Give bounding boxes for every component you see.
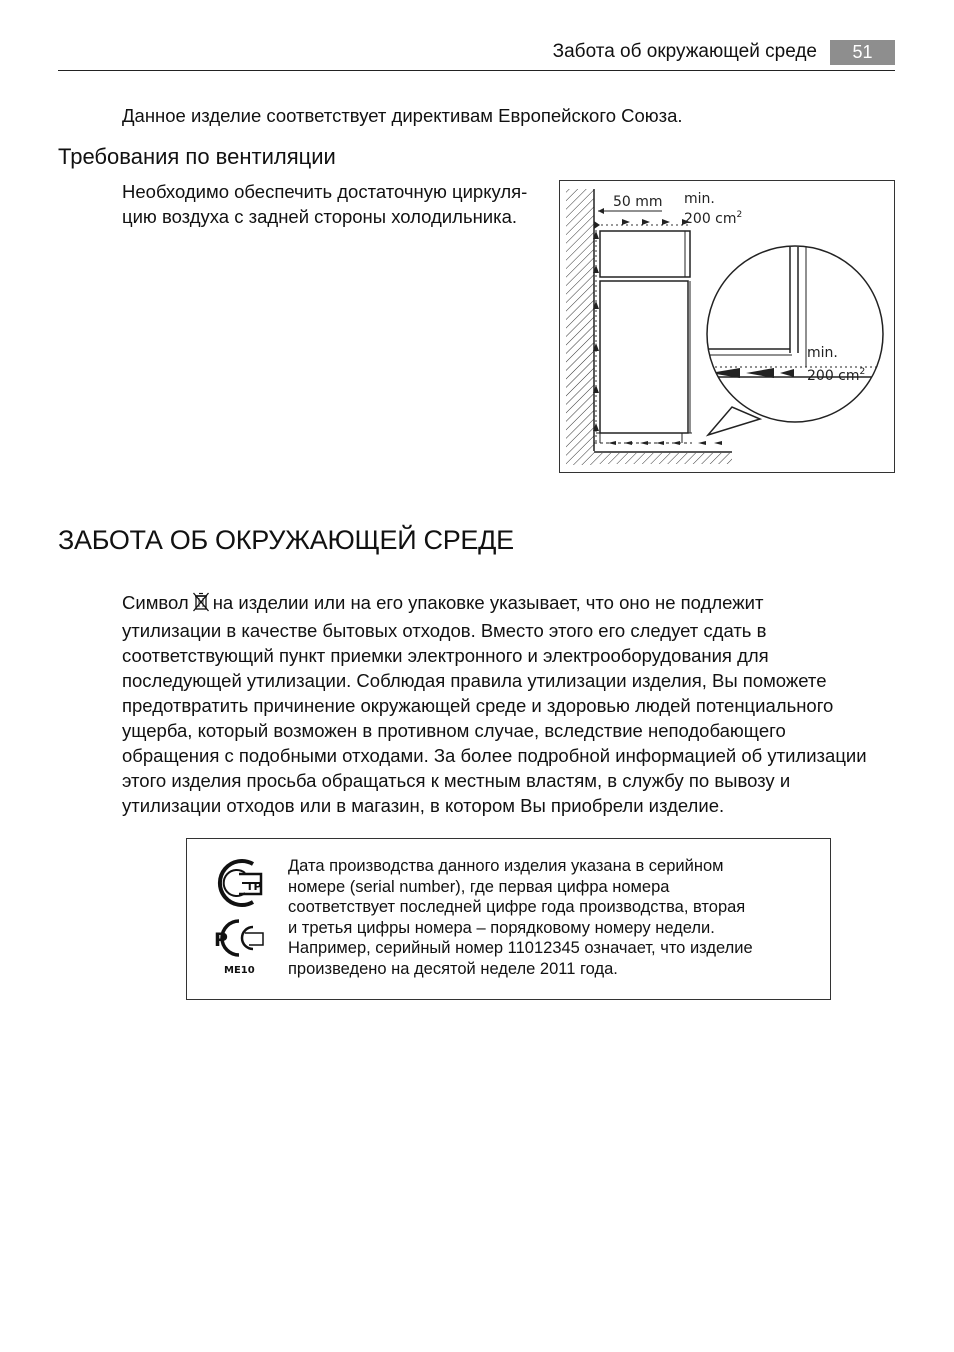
production-date-infobox [186, 838, 831, 1000]
production-date-text [288, 856, 753, 979]
paragraph-line: обращения с подобными отходами. За более подробной информацией об утилизации [122, 745, 867, 766]
disposal-paragraph [122, 590, 902, 818]
eu-compliance-text: Данное изделие соответствует директивам Европейского Союза. [122, 105, 683, 126]
eac-ctp-mark-icon [220, 861, 262, 905]
floor-shape [594, 452, 732, 464]
svg-text:TP: TP [246, 880, 262, 893]
symbol-prefix: Символ [122, 592, 189, 613]
ventilation-heading: Требования по вентиляции [58, 144, 336, 169]
top-min-label: min. [684, 191, 715, 207]
bottom-airflow-arrows [608, 441, 722, 445]
paragraph-line: последующей утилизации. Соблюдая правила утилизации изделия, Вы поможете [122, 670, 827, 691]
info-line: соответствует последней цифре года производства, вторая [288, 898, 746, 916]
upper-cabinet-shape [600, 231, 690, 277]
pct-mark-icon [214, 921, 263, 955]
top-area-label [684, 210, 742, 227]
certification-logos [209, 857, 273, 986]
paragraph-line: соответствующий пункт приемки электронного и электрооборудования для [122, 645, 769, 666]
ventilation-text-line: Необходимо обеспечить достаточную циркуля- [122, 181, 528, 202]
info-line: и третья цифры номера – порядковому номеру недели. [288, 918, 715, 937]
top-area-superscript: 2 [736, 210, 743, 220]
bottom-area-superscript: 2 [859, 367, 866, 377]
paragraph-line: этого изделия просьба обращаться к местным властям, в службу по вывозу и [122, 770, 791, 791]
top-airflow-arrows [594, 219, 690, 229]
ventilation-text [122, 179, 547, 229]
info-line: произведено на десятой неделе 2011 года. [288, 959, 618, 978]
page-number: 51 [830, 40, 895, 65]
paragraph-line: утилизации в качестве бытовых отходов. Вместо этого его следует сдать в [122, 620, 767, 641]
paragraph-line: ущерба, который возможен в противном случае, вследствие неподобающего [122, 720, 786, 741]
info-line: Например, серийный номер 11012345 означает, что изделие [288, 939, 753, 957]
paragraph-line: утилизации отходов или в магазин, в котором Вы приобрели изделие. [122, 795, 725, 816]
bottom-area-value: 200 cm [807, 368, 860, 384]
fridge-shape [594, 281, 692, 443]
top-gap-label: 50 mm [613, 194, 663, 210]
svg-text:P: P [214, 929, 228, 951]
paragraph-line: предотвратить причинение окружающей среде и здоровью людей потенциального [122, 695, 834, 716]
dimension-arrow [598, 208, 604, 214]
ventilation-diagram [559, 180, 895, 473]
airflow-path [596, 225, 690, 443]
symbol-suffix: на изделии или на его упаковке указывает, что оно не подлежит [212, 592, 764, 613]
detail-callout [700, 246, 890, 435]
logo-code: ME10 [224, 965, 255, 976]
top-area-value: 200 cm [684, 211, 737, 227]
info-line: номере (serial number), где первая цифра номера [288, 877, 670, 896]
wall-shape [566, 189, 594, 465]
header-divider [58, 70, 895, 71]
environment-heading: ЗАБОТА ОБ ОКРУЖАЮЩЕЙ СРЕДЕ [58, 525, 514, 555]
paragraph-line [122, 590, 902, 618]
ventilation-text-line: цию воздуха с задней стороны холодильника. [122, 206, 518, 227]
info-line: Дата производства данного изделия указана в серийном [288, 857, 724, 875]
bottom-area-label [807, 367, 865, 384]
crossed-bin-icon [193, 592, 209, 618]
bottom-min-label: min. [807, 345, 838, 361]
header-section-title: Забота об окружающей среде [552, 41, 817, 62]
